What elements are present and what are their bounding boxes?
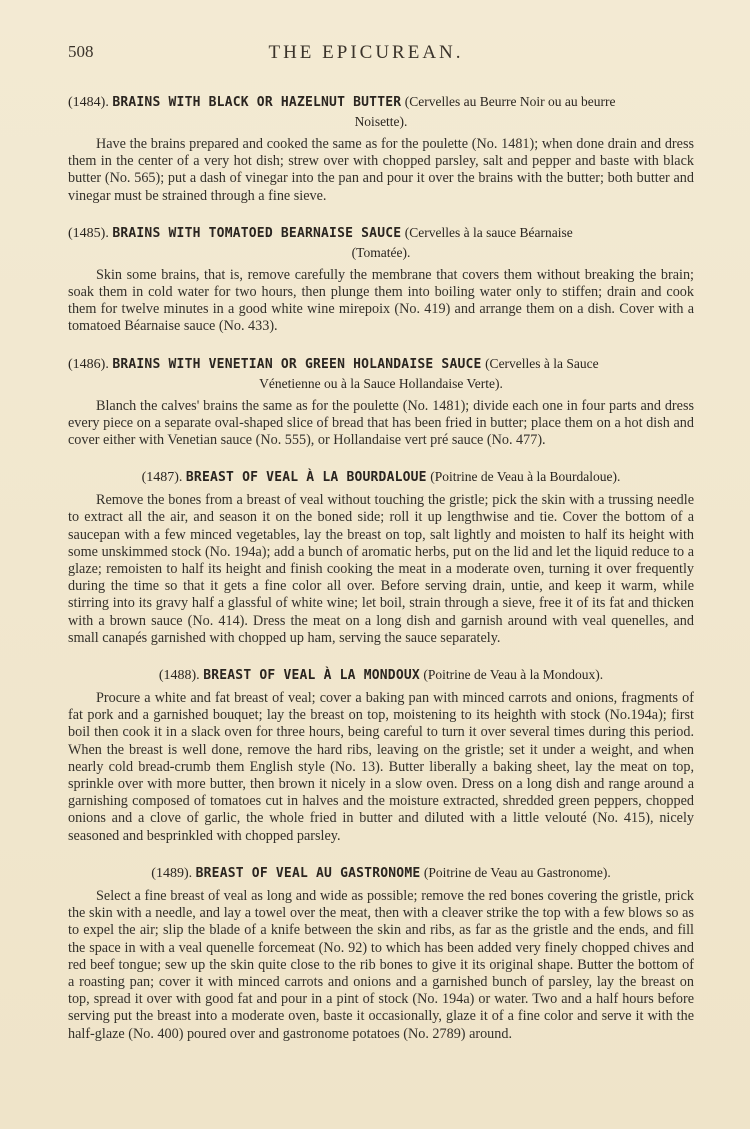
recipe-text: Remove the bones from a breast of veal without touching the gristle; pick the skin with a trussing needle to extract all the air, and season it on the boned side; roll it up lengthwise and tie. Cover the bottom of a saucepan with a few minced vegetables, lay the breast on top, salt lightly and moisten to half its height with some unskimmed stock (No. 194a); add a bunch of aromatic herbs, put on the lid and let the liquid reduce to a glaze; remoisten to half its height and finish cooking the meat in a moderate oven, turning it over frequently during the time so that it gets a fine color all over. Before serving drain, untie, and keep it warm, while stirring into its gravy half a glassful of white wine; let boil, strain through a sieve, free it of its fat and thicken with a brown sauce (No. 414). Dress the meat on a long dish and garnish around with veal quenelles, and small canapés garnished with chopped up ham, serving the sauce separately. (68, 492, 694, 646)
recipe-1484 (68, 92, 694, 205)
recipe-heading (68, 863, 694, 883)
recipe-title: BRAINS WITH BLACK OR HAZELNUT BUTTER (112, 95, 402, 110)
recipe-title: BRAINS WITH VENETIAN OR GREEN HOLANDAISE SAUCE (112, 356, 482, 372)
recipe-heading (68, 467, 694, 487)
recipe-french-title: (Poitrine de Veau au Gastronome). (423, 864, 611, 880)
recipe-number: (1487). (141, 470, 183, 486)
recipe-text: Skin some brains, that is, remove carefully the membrane that covers them without breaking the brain; soak them in cold water for two hours, then plunge them into boiling water only to stiffen; drain and cook them for twelve minutes in a good white wine mirepoix (No. 419) and arrange them on a dish. Cover with a tomatoed Béarnaise sauce (No. 433). (68, 266, 694, 335)
recipe-text: Procure a white and fat breast of veal; cover a baking pan with minced carrots and onions, fragments of fat pork and a garnished bouquet; lay the breast on top, moistening to its heighth with stock (No.194a); first boil then cook it in a slack oven for three hours, being careful to turn it over several times during this period. When the breast is well done, remove the hard ribs, leaving on the gristle; set it under a weight, and when nearly cold bread-crumb them English style (No. 13). Butter liberally a baking sheet, lay the meat on top, sprinkle over with more butter, then brown it nicely in a slow oven. Dress on a long dish and range around a garnishing composed of tomatoes cut in halves and the moisture extracted, shredded green peppers, chopped onions and a clove of garlic, the whole fried in butter and diluted with a little velouté (No. 415), nicely seasoned and besprinkled with chopped parsley. (68, 690, 694, 844)
recipe-french-title: (Cervelles à la sauce Béarnaise (404, 224, 573, 240)
page-header (68, 42, 694, 72)
recipe-number: (1484). (68, 95, 109, 110)
recipe-text: Select a fine breast of veal as long and wide as possible; remove the red bones covering the gristle, prick the skin with a needle, and lay a towel over the meat, then with a cleaver strike the top with a few blows so as to expel the air; slip the blade of a knife between the skin and ribs, as far as the gristle and the ends, and fill the space in with a veal quenelle forcemeat (No. 92) to which has been added very finely chopped chives and red beef tongue; sew up the skin quite close to the rib bones to give it its original shape. Butter the bottom of a roasting pan; cover it with minced carrots and onions and a garnished bunch of parsley, lay the breast on top, spread it over with good fat and pour in a pint of stock (No. 194a) or water. Two and a half hours before serving put the breast into a moderate oven, baste it occasionally, glaze it of a fine color and serve it with the half-glaze (No. 400) poured over and gastronome potatoes (No. 2789) around. (68, 887, 694, 1042)
recipe-title: BREAST OF VEAL À LA MONDOUX (203, 668, 420, 684)
recipe-heading (68, 354, 694, 393)
recipe-heading (68, 665, 694, 685)
recipe-french-title-cont: (Tomatée). (351, 244, 411, 260)
page-number: 508 (68, 42, 94, 61)
recipe-title: BREAST OF VEAL AU GASTRONOME (195, 865, 421, 881)
recipe-heading (68, 223, 694, 262)
recipe-french-title: (Poitrine de Veau à la Mondoux). (423, 667, 604, 683)
recipe-1485 (68, 223, 694, 336)
recipe-french-title-cont: Noisette). (354, 114, 408, 129)
recipe-1488 (68, 665, 694, 845)
recipe-text: Blanch the calves' brains the same as for the poulette (No. 1481); divide each one in four parts and dress every piece on a separate oval-shaped slice of bread that has been fried in butter; place them on a hot dish and cover either with Venetian sauce (No. 555), or Hollandaise vert pré sauce (No. 477). (68, 397, 694, 449)
recipe-number: (1488). (158, 668, 200, 684)
recipe-number: (1489). (151, 865, 193, 881)
recipe-number: (1485). (68, 225, 109, 241)
recipe-number: (1486). (68, 356, 109, 372)
recipe-title: BRAINS WITH TOMATOED BEARNAISE SAUCE (112, 225, 402, 241)
recipe-text: Have the brains prepared and cooked the same as for the poulette (No. 1481); when done drain and dress them in the center of a very hot dish; strew over with chopped parsley, salt and pepper and baste with black butter (No. 565); put a dash of vinegar into the pan and pour it over the brains with the butter; both butter and vinegar must be strained through a fine sieve. (68, 136, 694, 204)
recipe-french-title: (Cervelles au Beurre Noir ou au beurre (404, 94, 616, 109)
recipe-french-title-cont: Vénetienne ou à la Sauce Hollandaise Verte). (259, 375, 503, 391)
recipe-1487 (68, 467, 694, 647)
recipe-1486 (68, 354, 694, 450)
recipe-french-title: (Cervelles à la Sauce (485, 355, 599, 371)
recipe-heading (68, 92, 694, 131)
running-title: THE EPICUREAN. (268, 42, 464, 63)
recipe-french-title: (Poitrine de Veau à la Bourdaloue). (430, 469, 621, 485)
recipe-title: BREAST OF VEAL À LA BOURDALOUE (185, 470, 427, 486)
recipe-1489 (68, 863, 694, 1043)
